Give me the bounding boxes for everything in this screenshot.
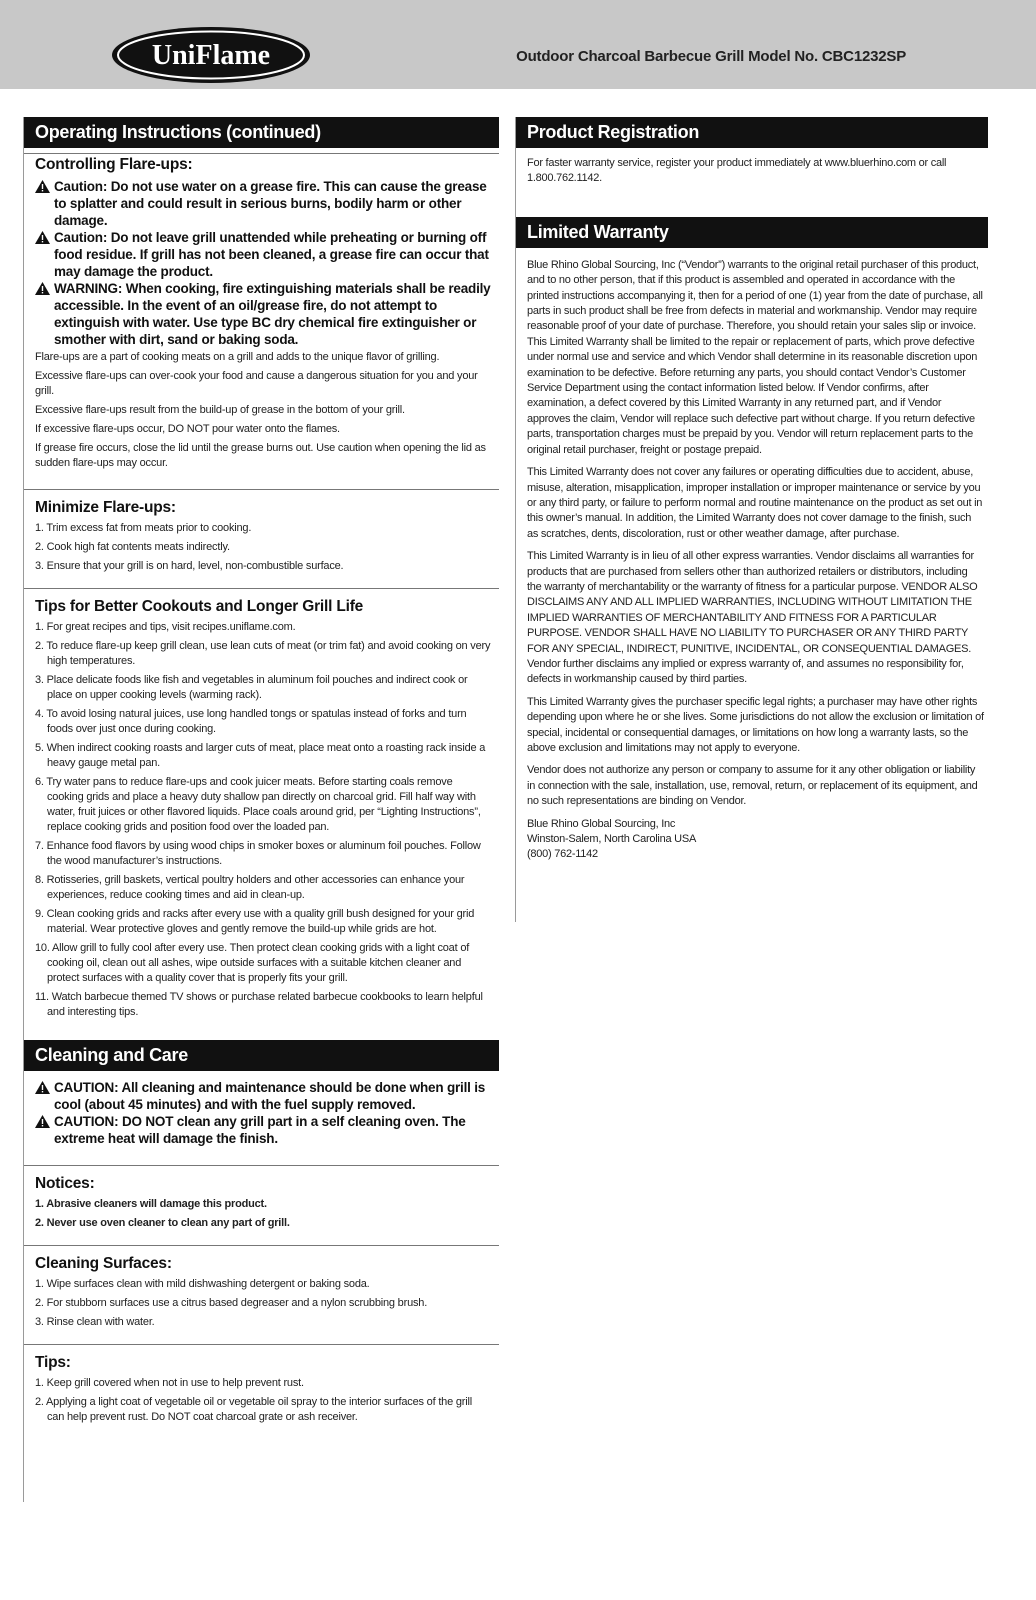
caution-item [24,280,499,348]
warning-icon [35,1081,50,1094]
tips-heading: Tips: [35,1354,71,1371]
warranty-paragraph: This Limited Warranty gives the purchaser specific legal rights; a purchaser may have other rights depending upon where he or she lives. Some jurisdictions do not allow the exclusion or limitation of special, incidental or consequential damages, or limitations on how long a warranty lasts, so the above exclusion and limitations may not apply to everyone. [527,695,984,754]
vendor-address [516,817,988,863]
caution-text: Caution: Do not leave grill unattended while preheating or burning off food residue. If grill has not been cleaned, a grease fire can occur that may damage the product. [54,230,489,279]
list-item: 2. Never use oven cleaner to clean any part of grill. [35,1217,290,1229]
list-item: 3. Rinse clean with water. [35,1316,155,1328]
list-item: 10. Allow grill to fully cool after every use. Then protect clean cooking grids with a light coat of cooking oil, clean out all ashes, wipe outside surfaces with a suitable kitchen cleaner and protect surfaces with a quality cover that is properly fits your grill. [35,942,470,984]
list-item: 4. To avoid losing natural juices, use long handled tongs or spatulas instead of forks and turn foods over just once during cooking. [35,708,467,735]
paragraph: Excessive flare-ups result from the build-up of grease in the bottom of your grill. [35,404,405,416]
tips-grill-life-heading: Tips for Better Cookouts and Longer Grill Life [35,598,364,615]
warranty-paragraph: Vendor does not authorize any person or company to assume for it any other obligation or liability in connection with the sale, installation, use, removal, return, or replacement of its equipment, and no such representations are binding on Vendor. [527,764,978,808]
list-item: 8. Rotisseries, grill baskets, vertical poultry holders and other accessories can enhance your experiences, reduce cooking times and aid in clean-up. [35,874,465,901]
caution-text: CAUTION: DO NOT clean any grill part in a self cleaning oven. The extreme heat will damage the finish. [54,1114,466,1146]
paragraph: If excessive flare-ups occur, DO NOT pour water onto the flames. [35,423,340,435]
warning-icon [35,180,50,193]
registration-text: For faster warranty service, register your product immediately at www.bluerhino.com or call 1.800.762.1142. [527,157,947,185]
product-registration-heading: Product Registration [516,117,988,148]
logo-text: UniFlame [151,40,271,71]
list-item: 1. Abrasive cleaners will damage this product. [35,1198,267,1210]
right-column [515,117,988,922]
cleaning-care-heading: Cleaning and Care [24,1040,499,1071]
list-item: 3. Place delicate foods like fish and vegetables in aluminum foil pouches and indirect cook or place on upper cooking levels (warming rack). [35,674,468,701]
list-item: 7. Enhance food flavors by using wood chips in smoker boxes or aluminum foil pouches. Follow the wood manufacturer’s instructions. [35,840,481,867]
paragraph: Flare-ups are a part of cooking meats on a grill and adds to the unique flavor of grilling. [35,351,440,363]
list-item: 2. Cook high fat contents meats indirectly. [35,541,230,553]
list-item: 9. Clean cooking grids and racks after every use with a quality grill bush designed for your grid material. Wear protective gloves and gently remove the build-up while grids are hot. [35,908,475,935]
caution-item [24,229,499,280]
left-column [23,117,499,1502]
list-item: 1. Keep grill covered when not in use to help prevent rust. [35,1377,304,1389]
uniflame-logo [110,25,312,85]
list-item: 11. Watch barbecue themed TV shows or purchase related barbecue cookbooks to learn helpful and interesting tips. [35,991,483,1018]
warning-icon [35,282,50,295]
operating-instructions-heading: Operating Instructions (continued) [24,117,499,148]
caution-item [24,1079,499,1113]
divider [24,153,499,154]
list-item: 1. For great recipes and tips, visit recipes.uniflame.com. [35,621,296,633]
document-title: Outdoor Charcoal Barbecue Grill Model No. CBC1232SP [516,48,906,65]
cleaning-surfaces-heading: Cleaning Surfaces: [35,1255,172,1272]
caution-text: Caution: Do not use water on a grease fire. This can cause the grease to splatter and could result in serious burns, bodily harm or other damage. [54,179,487,228]
limited-warranty-heading: Limited Warranty [516,217,988,248]
warranty-paragraph: This Limited Warranty does not cover any failures or operating difficulties due to accident, abuse, misuse, alteration, misapplication, improper installation or improper maintenance or service by you or any third party, or failure to perform normal and routine maintenance on the product as set out in this owner’s manual. In addition, the Limited Warranty does not cover damage to the finish, such as scratches, dents, discoloration, rust or other weather damage, after purchase. [527,466,983,540]
list-item: 6. Try water pans to reduce flare-ups and cook juicer meats. Before starting coals remove cooking grids and place a heavy duty shallow pan directly on charcoal grid. Fill half way with water, fruit juices or other flavored liquids. Place coals around grid, per “Lighting Instructions”, replace cooking grids and position food over the loaded pan. [35,776,481,833]
minimize-flareups-heading: Minimize Flare-ups: [35,499,176,516]
warning-icon [35,1115,50,1128]
list-item: 5. When indirect cooking roasts and larger cuts of meat, place meat onto a roasting rack inside a heavy gauge metal pan. [35,742,486,769]
list-item: 3. Ensure that your grill is on hard, level, non-combustible surface. [35,560,344,572]
caution-item [24,1113,499,1147]
caution-item [24,178,499,229]
address-line: (800) 762-1142 [527,848,598,861]
paragraph: If grease fire occurs, close the lid until the grease burns out. Use caution when opening the lid as sudden flare-ups may occur. [35,442,486,469]
warranty-paragraph: This Limited Warranty is in lieu of all other express warranties. Vendor disclaims all warranties for products that are purchased from sellers other than authorized retailers or distributors, including the warranty of merchantability or the warranty of fitness for a particular purpose. VENDOR ALSO DISCLAIMS ANY AND ALL IMPLIED WARRANTIES, INCLUDING WITHOUT LIMITATION THE IMPLIED WARRANTIES OF MERCHANTABILITY AND FITNESS FOR A PARTICULAR PURPOSE. VENDOR SHALL HAVE NO LIABILITY TO PURCHASER OR ANY THIRD PARTY FOR ANY SPECIAL, INDIRECT, PUNITIVE, INCIDENTAL, OR CONSEQUENTIAL DAMAGES. Vendor further disclaims any implied or express warranty of, and assumes no responsibility for, defects in workmanship caused by third parties. [527,550,978,686]
address-line: Blue Rhino Global Sourcing, Inc [527,817,676,830]
notices-heading: Notices: [35,1175,95,1192]
list-item: 2. Applying a light coat of vegetable oil or vegetable oil spray to the interior surfaces of the grill can help prevent rust. Do NOT coat charcoal grate or ash receiver. [35,1396,472,1423]
address-line: Winston-Salem, North Carolina USA [527,833,697,846]
list-item: 2. For stubborn surfaces use a citrus based degreaser and a nylon scrubbing brush. [35,1297,428,1309]
controlling-flareups-heading: Controlling Flare-ups: [35,156,193,173]
caution-text: WARNING: When cooking, fire extinguishing materials shall be readily accessible. In the event of an oil/grease fire, do not attempt to extinguish with water. Use type BC dry chemical fire extinguisher or smother with dirt, sand or baking soda. [54,281,491,347]
caution-text: CAUTION: All cleaning and maintenance should be done when grill is cool (about 45 minutes) and with the fuel supply removed. [54,1080,486,1112]
page-header [0,0,1036,89]
list-item: 1. Trim excess fat from meats prior to cooking. [35,522,252,534]
list-item: 1. Wipe surfaces clean with mild dishwashing detergent or baking soda. [35,1278,370,1290]
list-item: 2. To reduce flare-up keep grill clean, use lean cuts of meat (or trim fat) and avoid cooking on very high temperatures. [35,640,491,667]
warning-icon [35,231,50,244]
warranty-paragraph: Blue Rhino Global Sourcing, Inc (“Vendor”) warrants to the original retail purchaser of this product, and to no other person, that if this product is assembled and operated in accordance with the printed instructions accompanying it, then for a period of one (1) year from the date of purchase, all parts in such product shall be free from defects in material and workmanship. Vendor may require reasonable proof of your date of purchase. Therefore, you should retain your sales slip or invoice. This Limited Warranty shall be limited to the repair or replacement of parts, which prove defective under normal use and service and which Vendor shall determine in its reasonable discretion upon examination to be defective. Before returning any parts, you should contact Vendor’s Customer Service Department using the contact information listed below. If Vendor confirms, after examination, a defect covered by this Limited Warranty in any returned part, and if Vendor approves the claim, Vendor will replace such defective part without charge. If you return defective parts, transportation charges must be prepaid by you. Vendor will return replacement parts to the original retail purchaser, freight or postage prepaid. [527,258,983,456]
paragraph: Excessive flare-ups can over-cook your food and cause a dangerous situation for you and your grill. [35,370,478,397]
